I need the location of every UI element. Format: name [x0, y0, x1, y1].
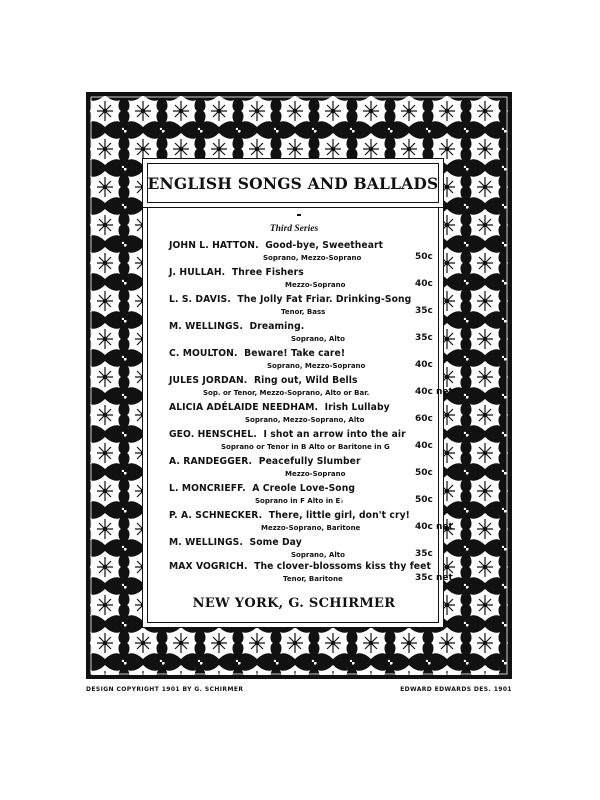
title-panel [142, 158, 444, 208]
voices: Mezzo-Soprano [285, 281, 346, 289]
price: 40c net [415, 387, 453, 397]
design-copyright: DESIGN COPYRIGHT 1901 BY G. SCHIRMER [86, 686, 244, 693]
composer: MAX VOGRICH. [169, 561, 248, 572]
song-title: Irish Lullaby [324, 402, 390, 413]
song-title: I shot an arrow into the air [263, 429, 406, 440]
composer: C. MOULTON. [169, 348, 238, 359]
composer: ALICIA ADÉLAIDE NEEDHAM. [169, 402, 319, 413]
voices: Soprano or Tenor in B Alto or Baritone in G [221, 443, 390, 451]
price: 40c [415, 441, 433, 451]
price: 35c [415, 306, 433, 316]
song-title: Three Fishers [231, 267, 304, 278]
song-title: Peacefully Slumber [258, 456, 361, 467]
voices: Tenor, Baritone [283, 575, 343, 583]
publisher-imprint: NEW YORK, G. SCHIRMER [192, 596, 396, 611]
song-title: Dreaming. [249, 321, 305, 332]
divider-dash [297, 214, 301, 216]
voices: Sop. or Tenor, Mezzo-Soprano, Alto or Bar. [203, 389, 370, 397]
song-title: Good-bye, Sweetheart [265, 240, 384, 251]
song-list-panel [142, 208, 453, 628]
voices: Tenor, Bass [281, 308, 326, 316]
song-title: The clover-blossoms kiss thy feet [254, 561, 431, 572]
price: 35c net [415, 573, 453, 583]
song-title: Some Day [249, 537, 302, 548]
song-title: A Creole Love-Song [252, 483, 356, 494]
voices: Mezzo-Soprano [285, 470, 346, 478]
price: 50c [415, 495, 433, 505]
composer: L. S. DAVIS. [169, 294, 231, 305]
song-title: There, little girl, don't cry! [268, 510, 410, 521]
price: 35c [415, 333, 433, 343]
price: 50c [415, 468, 433, 478]
voices: Soprano, Mezzo-Soprano, Alto [245, 416, 365, 424]
price: 50c [415, 252, 433, 262]
voices: Soprano, Mezzo-Soprano [263, 254, 362, 262]
composer: M. WELLINGS. [169, 321, 243, 332]
voices: Soprano, Alto [291, 335, 345, 343]
composer: JOHN L. HATTON. [169, 240, 259, 251]
composer: A. RANDEGGER. [169, 456, 253, 467]
composer: JULES JORDAN. [169, 375, 248, 386]
voices: Mezzo-Soprano, Baritone [261, 524, 361, 532]
song-title: The Jolly Fat Friar. Drinking-Song [237, 294, 412, 305]
composer: GEO. HENSCHEL. [169, 429, 257, 440]
price: 40c [415, 360, 433, 370]
price: 60c [415, 414, 433, 424]
designer-credit: EDWARD EDWARDS DES. 1901 [400, 686, 512, 693]
song-title: Ring out, Wild Bells [253, 375, 358, 386]
composer: M. WELLINGS. [169, 537, 243, 548]
price: 35c [415, 549, 433, 559]
composer: J. HULLAH. [169, 267, 226, 278]
price: 40c net [415, 522, 453, 532]
series-label: Third Series [269, 224, 319, 234]
page-title: ENGLISH SONGS AND BALLADS [147, 173, 439, 193]
voices: Soprano, Mezzo-Soprano [267, 362, 366, 370]
price: 40c [415, 279, 433, 289]
song-title: Beware! Take care! [244, 348, 346, 359]
voices: Soprano in F Alto in E♭ [255, 497, 344, 505]
voices: Soprano, Alto [291, 551, 345, 559]
composer: P. A. SCHNECKER. [169, 510, 263, 521]
composer: L. MONCRIEFF. [169, 483, 246, 494]
